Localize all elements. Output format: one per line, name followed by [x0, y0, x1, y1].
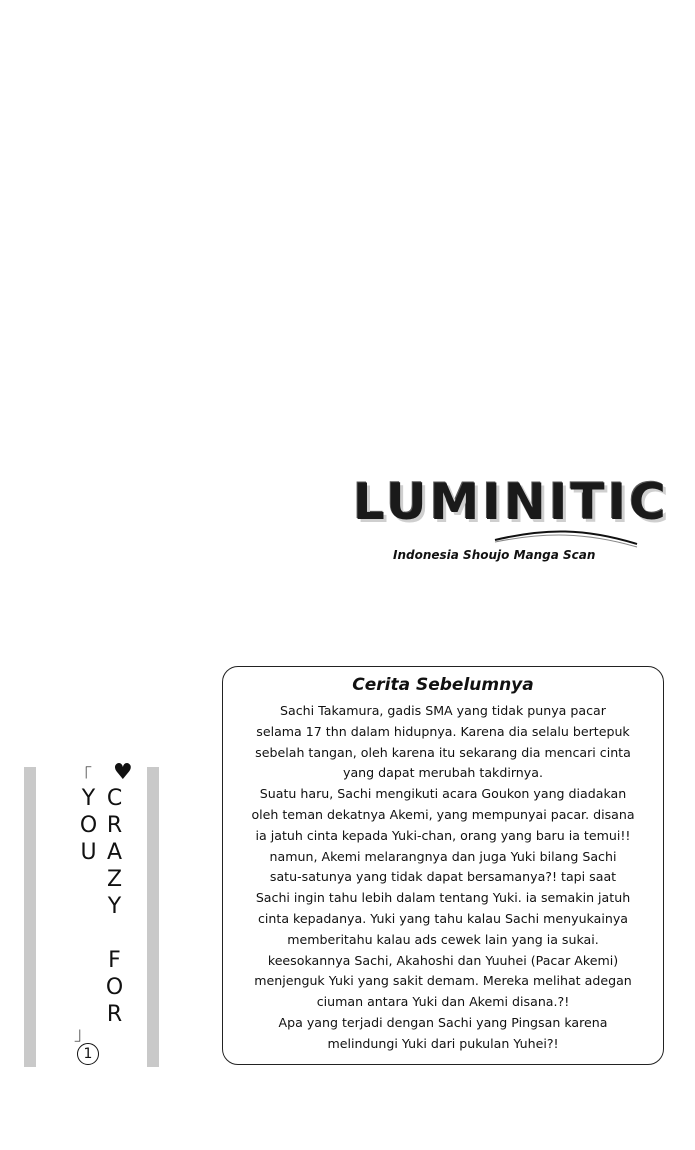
story-line: melindungi Yuki dari pukulan Yuhei?! [327, 1035, 559, 1051]
title-bracket-open: 「 [74, 766, 92, 787]
story-line: menjenguk Yuki yang sakit demam. Mereka melihat adegan [254, 973, 632, 989]
logo-wordmark: LUMINITIC [353, 473, 669, 531]
story-line: selama 17 thn dalam hidupnya. Karena dia selalu bertepuk [256, 723, 630, 739]
left-gray-bar [24, 767, 36, 1067]
story-line: oleh teman dekatnya Akemi, yang mempunyai pacar. disana [251, 806, 635, 822]
volume-number: 1 [77, 1043, 99, 1065]
story-line: memberitahu kalau ads cewek lain yang ia sukai. [287, 931, 599, 947]
scanlation-logo [345, 470, 669, 570]
story-line: Suatu haru, Sachi mengikuti acara Goukon yang diadakan [259, 786, 627, 802]
story-heading: Cerita Sebelumnya [352, 675, 534, 695]
story-line: yang dapat merubah takdirnya. [343, 765, 543, 781]
title-bracket-close: 」 [74, 1024, 92, 1045]
story-line: ia jatuh cinta kepada Yuki-chan, orang yang baru ia temui!! [255, 827, 631, 843]
cover-title [62, 766, 127, 1073]
story-line: keesokannya Sachi, Akahoshi dan Yuuhei (Pacar Akemi) [267, 952, 619, 968]
story-line: Apa yang terjadi dengan Sachi yang Pingsan karena [278, 1014, 608, 1030]
story-line: cinta kepadanya. Yuki yang tahu kalau Sachi menyukainya [257, 910, 628, 926]
story-line: namun, Akemi melarangnya dan juga Yuki bilang Sachi [269, 848, 617, 864]
story-line: Sachi ingin tahu lebih dalam tentang Yuki. ia semakin jatuh [255, 890, 631, 906]
story-line: ciuman antara Yuki dan Akemi disana.?! [316, 994, 570, 1010]
story-line: Sachi Takamura, gadis SMA yang tidak punya pacar [280, 703, 606, 718]
logo-tagline: Indonesia Shoujo Manga Scan [393, 548, 596, 562]
right-gray-bar [147, 767, 159, 1067]
heart-icon: ♥ [113, 760, 133, 785]
title-text: CRAZY FOR YOU [76, 786, 127, 1029]
story-body [231, 701, 655, 1055]
story-line: sebelah tangan, oleh karena itu sekarang dia mencari cinta [255, 744, 631, 760]
previous-story-box [222, 666, 664, 1065]
story-line: satu-satunya yang tidak dapat bersamanya?! tapi saat [269, 869, 617, 885]
